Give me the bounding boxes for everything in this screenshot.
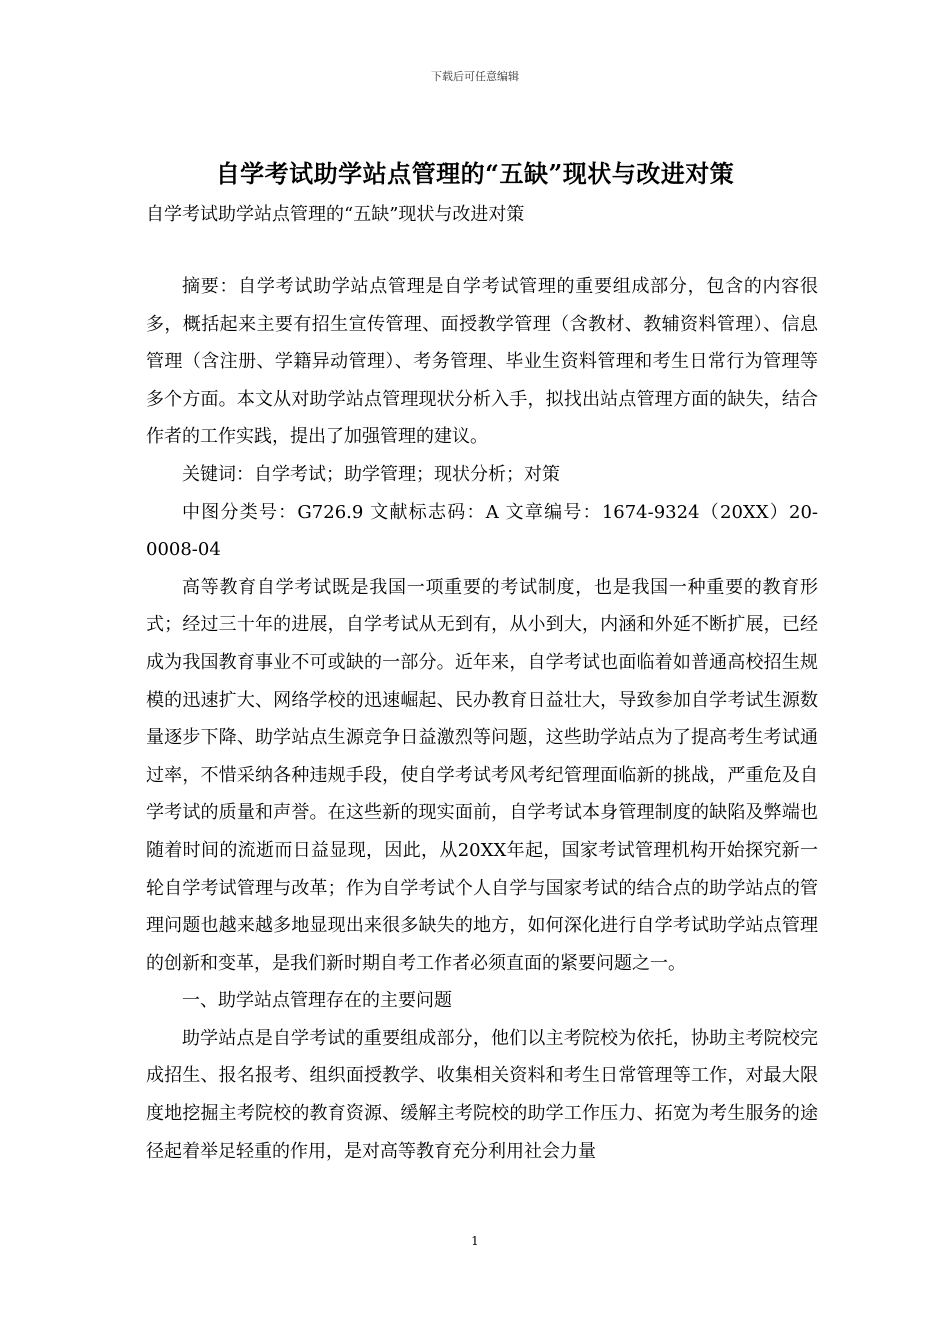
document-subtitle: 自学考试助学站点管理的“五缺”现状与改进对策 — [146, 204, 525, 225]
classification-paragraph: 中图分类号：G726.9 文献标志码：A 文章编号：1674-9324（20XX）20-0008-04 — [146, 501, 818, 561]
header-note: 下载后可任意编辑 — [431, 70, 519, 83]
section-paragraph: 助学站点是自学考试的重要组成部分，他们以主考院校为依托，协助主考院校完成招生、报名报考、组织面授教学、收集相关资料和考生日常管理等工作，对最大限度地挖掘主考院校的教育资源、缓解主考院校的助学工作压力、拓宽为考生服务的途径起着举足轻重的作用，是对高等教育充分利用社会力量 — [146, 1027, 818, 1162]
page-number: 1 — [471, 1234, 479, 1248]
keywords-paragraph: 关键词：自学考试；助学管理；现状分析；对策 — [182, 463, 560, 485]
abstract-paragraph: 摘要：自学考试助学站点管理是自学考试管理的重要组成部分，包含的内容很多，概括起来主要有招生宣传管理、面授教学管理（含教材、教辅资料管理）、信息管理（含注册、学籍异动管理）、考务管理、毕业生资料管理和考生日常行为管理等多个方面。本文从对助学站点管理现状分析入手，拟找出站点管理方面的缺失，结合作者的工作实践，提出了加强管理的建议。 — [146, 276, 818, 448]
document-title: 自学考试助学站点管理的“五缺”现状与改进对策 — [215, 159, 735, 188]
intro-paragraph: 高等教育自学考试既是我国一项重要的考试制度，也是我国一种重要的教育形式；经过三十年的进展，自学考试从无到有，从小到大，内涵和外延不断扩展，已经成为我国教育事业不可或缺的一部分。近年来，自学考试也面临着如普通高校招生规模的迅速扩大、网络学校的迅速崛起、民办教育日益壮大，导致参加自学考试生源数量逐步下降、助学站点生源竞争日益激烈等问题，这些助学站点为了提高考生考试通过率，不惜采纳各种违规手段，使自学考试考风考纪管理面临新的挑战，严重危及自学考试的质量和声誉。在这些新的现实面前，自学考试本身管理制度的缺陷及弊端也随着时间的流逝而日益显现，因此，从20XX年起，国家考试管理机构开始探究新一轮自学考试管理与改革；作为自学考试个人自学与国家考试的结合点的助学站点的管理问题也越来越多地显现出来很多缺失的地方，如何深化进行自学考试助学站点管理的创新和变革，是我们新时期自考工作者必须直面的紧要问题之一。 — [146, 576, 818, 974]
section-heading: 一、助学站点管理存在的主要问题 — [182, 990, 452, 1012]
document-body — [146, 268, 818, 1170]
